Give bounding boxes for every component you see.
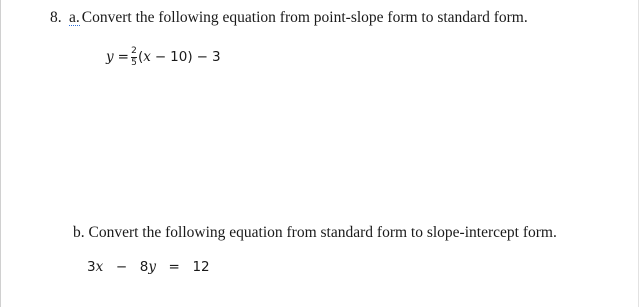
part-b-label: b. <box>73 224 85 241</box>
part-a-instruction: Convert the following equation from point-slope form to standard form. <box>81 9 528 26</box>
eq-a-minus-1: − <box>154 49 167 65</box>
eq-a-fraction <box>131 47 137 68</box>
part-a-label: a. <box>69 9 80 26</box>
eq-a-open-paren: ( <box>137 49 144 65</box>
eq-b-term1-var: x <box>95 259 104 275</box>
part-b-equation <box>87 259 210 275</box>
page-left-border <box>0 0 1 307</box>
question-8-part-a <box>50 9 528 27</box>
eq-a-ten-close: 10) <box>170 49 193 65</box>
eq-a-frac-numerator: 2 <box>131 45 137 56</box>
eq-a-equals: = <box>117 49 129 65</box>
eq-b-term1-coef: 3 <box>87 259 96 275</box>
part-a-equation <box>106 42 221 72</box>
eq-b-term2-coef: 8 <box>139 259 149 275</box>
eq-a-x: x <box>143 49 151 65</box>
eq-a-three: 3 <box>211 49 221 65</box>
eq-a-minus-2: − <box>196 49 208 65</box>
question-8-part-b <box>73 224 557 242</box>
question-number: 8. <box>50 9 62 26</box>
eq-b-minus: − <box>115 259 128 275</box>
eq-b-rhs: 12 <box>192 259 210 275</box>
eq-a-lhs: y <box>106 49 114 65</box>
eq-b-term2-var: y <box>148 259 156 275</box>
eq-a-frac-denominator: 5 <box>131 57 137 68</box>
part-b-instruction: Convert the following equation from standard form to slope-intercept form. <box>88 224 557 241</box>
eq-b-equals: = <box>168 259 180 275</box>
